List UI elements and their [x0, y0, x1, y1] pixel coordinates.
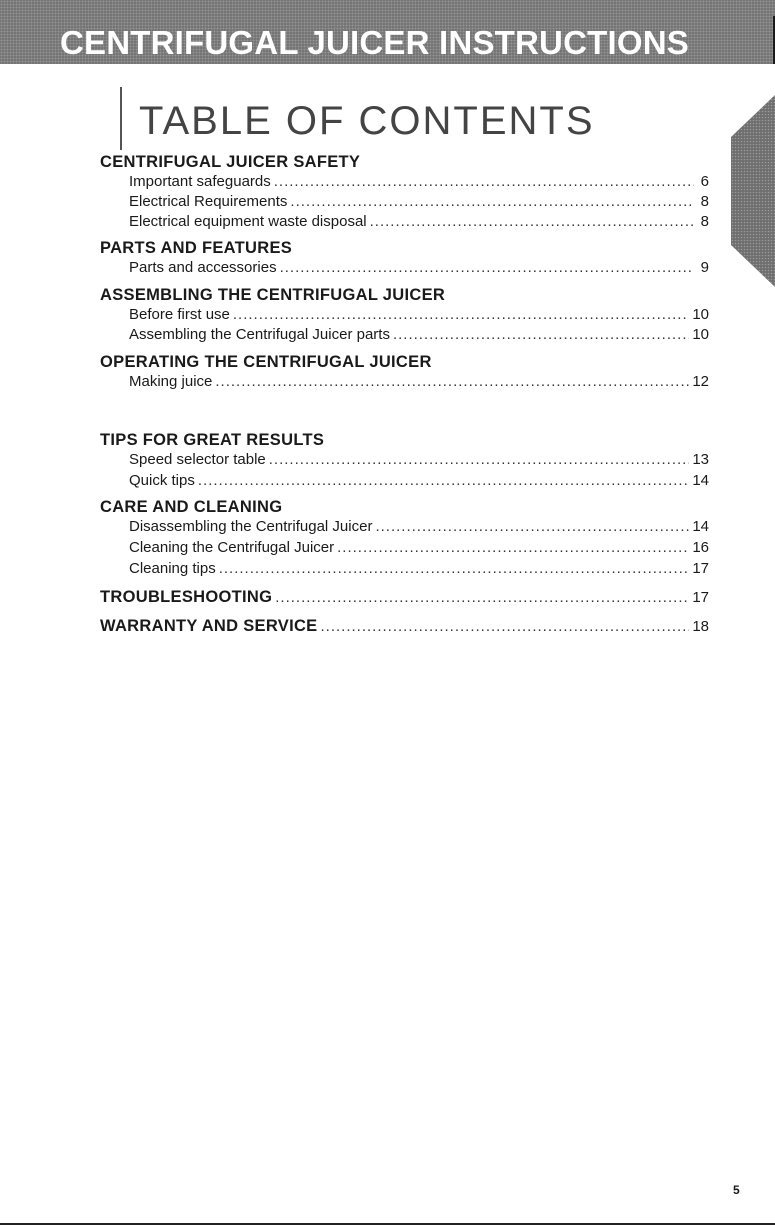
toc-heading-bar	[120, 87, 122, 150]
toc-entry-page: 17	[692, 560, 709, 577]
dot-leader	[375, 517, 689, 537]
toc-entry-label: Important safeguards	[129, 173, 271, 190]
toc-entry[interactable]	[129, 372, 709, 392]
dot-leader	[290, 192, 694, 212]
toc-entry-label: TROUBLESHOOTING	[100, 588, 273, 606]
toc-entry-page: 14	[692, 518, 709, 535]
toc-entry-page: 8	[700, 213, 709, 230]
toc-entry[interactable]	[129, 559, 709, 579]
toc-entry-page: 14	[692, 472, 709, 489]
toc-entry-page: 16	[692, 539, 709, 556]
section-title-tips: TIPS FOR GREAT RESULTS	[100, 431, 325, 449]
toc-entry[interactable]	[129, 305, 709, 325]
toc-entry-label: Parts and accessories	[129, 259, 277, 276]
toc-entry[interactable]	[129, 172, 709, 192]
toc-entry-page: 17	[692, 589, 709, 606]
toc-entry-label: Assembling the Centrifugal Juicer parts	[129, 326, 390, 343]
toc-entry-label: Making juice	[129, 373, 213, 390]
dot-leader	[198, 471, 689, 491]
dot-leader	[215, 372, 689, 392]
language-label: English	[745, 279, 765, 345]
dot-leader	[233, 305, 689, 325]
toc-entry-warranty[interactable]	[100, 616, 709, 637]
toc-entry-label: Speed selector table	[129, 451, 266, 468]
toc-entry-label: Electrical Requirements	[129, 193, 288, 210]
dot-leader	[274, 172, 694, 192]
toc-entry[interactable]	[129, 538, 709, 558]
dot-leader	[269, 450, 690, 470]
toc-entry[interactable]	[129, 325, 709, 345]
toc-entry-label: Quick tips	[129, 472, 195, 489]
toc-entry-label: Before first use	[129, 306, 230, 323]
toc-entry-label: Disassembling the Centrifugal Juicer	[129, 518, 373, 535]
toc-entry-label: WARRANTY AND SERVICE	[100, 617, 318, 635]
footer-rule	[0, 1223, 775, 1225]
section-title-safety: CENTRIFUGAL JUICER SAFETY	[100, 153, 361, 171]
toc-entry-page: 18	[692, 618, 709, 635]
toc-entry-page: 10	[692, 326, 709, 343]
title-banner	[0, 0, 775, 64]
toc-entry-page: 13	[692, 451, 709, 468]
dot-leader	[370, 212, 694, 232]
dot-leader	[337, 538, 689, 558]
section-title-operating: OPERATING THE CENTRIFUGAL JUICER	[100, 353, 432, 371]
toc-entry[interactable]	[129, 450, 709, 470]
toc-entry-page: 12	[692, 373, 709, 390]
dot-leader	[320, 617, 689, 637]
toc-entry-label: Cleaning the Centrifugal Juicer	[129, 539, 335, 556]
section-title-care: CARE AND CLEANING	[100, 498, 283, 516]
toc-entry-label: Electrical equipment waste disposal	[129, 213, 367, 230]
toc-entry-page: 10	[692, 306, 709, 323]
toc-entry-page: 8	[700, 193, 709, 210]
section-title-parts: PARTS AND FEATURES	[100, 239, 293, 257]
dot-leader	[280, 258, 694, 278]
toc-heading: TABLE OF CONTENTS	[139, 99, 595, 143]
language-tab	[731, 95, 775, 345]
language-tab-shape-icon	[731, 95, 775, 287]
toc-entry[interactable]	[129, 517, 709, 537]
dot-leader	[275, 588, 689, 608]
toc-entry-page: 6	[700, 173, 709, 190]
toc-entry-page: 9	[700, 259, 709, 276]
toc-entry-label: Cleaning tips	[129, 560, 216, 577]
toc-entry-troubleshooting[interactable]	[100, 587, 709, 608]
dot-leader	[393, 325, 689, 345]
toc-entry[interactable]	[129, 192, 709, 212]
page-number: 5	[733, 1183, 740, 1197]
toc-entry[interactable]	[129, 258, 709, 278]
document-title: CENTRIFUGAL JUICER INSTRUCTIONS	[60, 24, 689, 61]
section-title-assembling: ASSEMBLING THE CENTRIFUGAL JUICER	[100, 286, 446, 304]
toc-entry[interactable]	[129, 471, 709, 491]
toc-entry[interactable]	[129, 212, 709, 232]
dot-leader	[219, 559, 690, 579]
